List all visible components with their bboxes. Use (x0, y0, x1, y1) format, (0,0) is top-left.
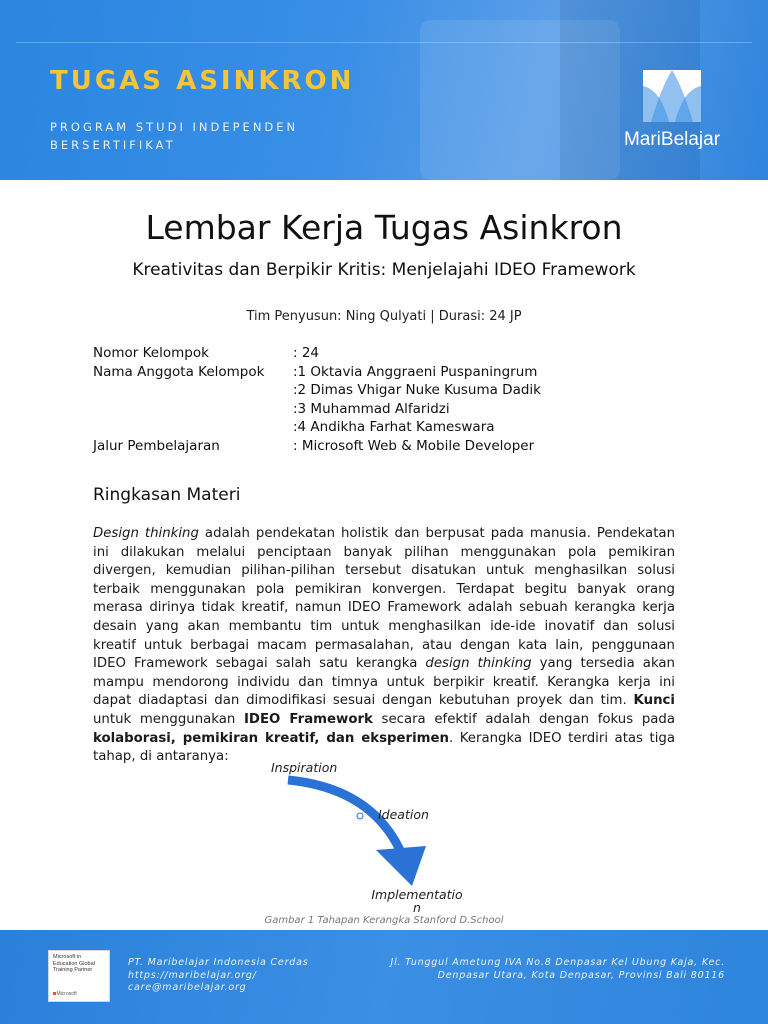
company-name: PT. Maribelajar Indonesia Cerdas (128, 957, 309, 968)
maribelajar-logo-icon (617, 66, 727, 166)
group-value: : 24 (293, 345, 320, 361)
stage-implementation-line1: Implementatio (371, 887, 463, 902)
member-item: :4 Andikha Farhat Kameswara (293, 419, 495, 435)
microsoft-brand-text: Microsoft (56, 990, 77, 997)
header-subtitle-line2: BERSERTIFIKAT (50, 138, 176, 152)
stage-ideation: Ideation (378, 807, 429, 822)
email-link[interactable]: care@maribelajar.org (128, 982, 247, 993)
summary-paragraph (93, 525, 675, 767)
paragraph-text: adalah pendekatan holistik dan berpusat pada manusia. Pendekatan ini dilakukan melalui penciptaan banyak pilihan menggunakan pola pemikiran divergen, kemudian pilihan-pilihan tersebut disatukan untuk menghasilkan solusi terbaik menggunakan pola pemikiran konvergen. Terdapat begitu banyak orang merasa dirinya tidak kreatif, namun IDEO Framework adalah sebuah kerangka kerja desain yang akan membantu tim untuk menghasilkan ide-ide inovatif dan solusi kreatif untuk berbagai macam permasalahan, atau dengan kata lain, penggunaan IDEO Framework sebagai salah satu kerangka (93, 526, 675, 672)
stage-implementation-line2: n (413, 900, 421, 915)
microsoft-partner-badge (48, 950, 110, 1002)
italic-term: design thinking (425, 656, 532, 672)
document-authors: Tim Penyusun: Ning Qulyati | Durasi: 24 JP (246, 309, 522, 324)
header-title: TUGAS ASINKRON (50, 66, 355, 96)
address-line2: Denpasar Utara, Kota Denpasar, Provinsi Bali 80116 (437, 969, 725, 981)
member-item: :2 Dimas Vhigar Nuke Kusuma Dadik (293, 382, 541, 398)
badge-line: Education Global (53, 960, 95, 967)
microsoft-brand (53, 991, 77, 998)
badge-line: Microsoft in (53, 954, 82, 960)
footer-address (380, 957, 725, 982)
badge-line: Training Partner (53, 967, 93, 973)
header-subtitle (50, 118, 370, 154)
path-label: Jalur Pembelajaran (93, 437, 220, 454)
bold-term: IDEO Framework (243, 711, 373, 727)
member-item: :1 Oktavia Anggraeni Puspaningrum (293, 363, 538, 380)
logo-text: MariBelajar (623, 129, 721, 150)
bold-term: Kunci (633, 693, 675, 709)
website-link[interactable]: https://maribelajar.org/ (128, 969, 257, 981)
footer-contact (128, 957, 308, 995)
document-subtitle: Kreativitas dan Berpikir Kritis: Menjelajahi IDEO Framework (132, 260, 636, 280)
italic-term: Design thinking (93, 526, 199, 541)
header-subtitle-line1: PROGRAM STUDI INDEPENDEN (50, 120, 299, 134)
stage-inspiration: Inspiration (271, 760, 338, 775)
bold-term: kolaborasi, pemikiran kreatif, dan eksperimen (93, 730, 449, 746)
stage-implementation (368, 888, 466, 914)
address-line1: Jl. Tunggul Ametung IVA No.8 Denpasar Kel Ubung Kaja, Kec. (390, 957, 725, 968)
figure-caption: Gambar 1 Tahapan Kerangka Stanford D.School (264, 915, 504, 926)
section-heading: Ringkasan Materi (93, 485, 241, 505)
paragraph-text: yang tersedia akan mampu mendorong individu dan timnya untuk berpikir kreatif. Kerangka kerja ini dapat diadaptasi dan dimodifikasi sesuai dengan kebutuhan proyek dan tim. (93, 656, 675, 709)
paragraph-text: . Kerangka IDEO terdiri atas tiga tahap, di antaranya: (93, 730, 675, 765)
members-label: Nama Anggota Kelompok (93, 363, 265, 380)
member-item: :3 Muhammad Alfaridzi (293, 400, 450, 417)
path-value: : Microsoft Web & Mobile Developer (293, 437, 535, 454)
paragraph-text: secara efektif adalah dengan fokus pada (372, 711, 675, 727)
ideo-diagram (250, 758, 520, 918)
group-label: Nomor Kelompok (93, 345, 209, 361)
paragraph-text: untuk menggunakan (93, 711, 244, 727)
document-title: Lembar Kerja Tugas Asinkron (145, 208, 623, 247)
